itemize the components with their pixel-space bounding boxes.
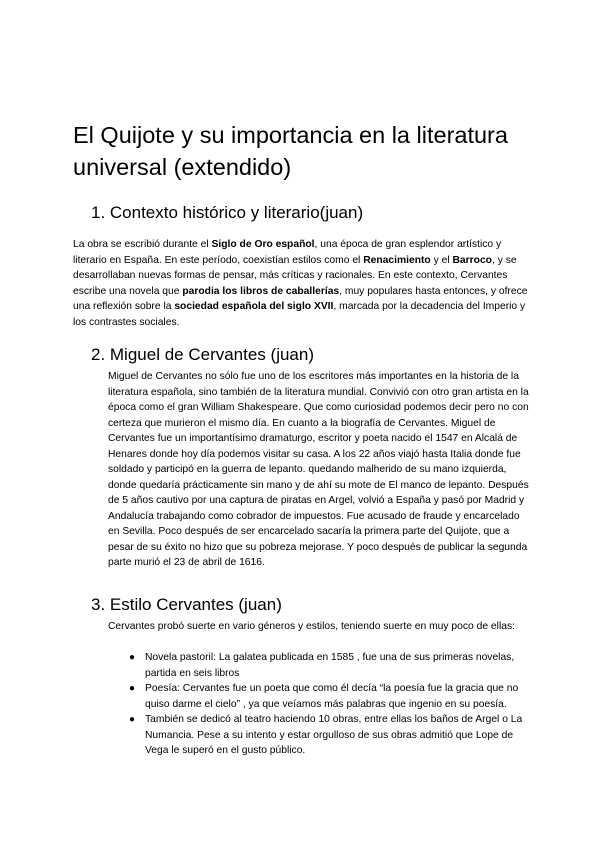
text-run: y el	[430, 254, 453, 266]
list-item	[108, 712, 533, 759]
list-item	[108, 650, 533, 681]
section-heading-context: 1. Contexto histórico y literario(juan)	[91, 203, 364, 222]
text-run: , marcada por la decadencia del Imperio y los contrastes sociales.	[73, 301, 526, 328]
bullet-icon: ●	[129, 652, 136, 663]
text-run: , y se desarrollaban nuevas formas de pensar, más críticas y racionales. En este contexto, Cervantes escribe una novela que	[73, 254, 517, 297]
list-item-text: Poesía: Cervantes fue un poeta que como él decía “la poesía fue la gracia que no quiso darme el cielo” , ya que veíamos más palabras que ingenio en su poesía.	[145, 683, 519, 710]
bold-phrase: sociedad española del siglo XVII	[174, 301, 334, 312]
bullet-icon: ●	[129, 683, 136, 694]
section-heading-style: 3. Estilo Cervantes (juan)	[91, 595, 282, 614]
list-item-text: También se dedicó al teatro haciendo 10 obras, entre ellas los baños de Argel o La Numancia. Pese a su intento y estar orgulloso de sus obras admitió que Lope de Vega le superó en el gusto público.	[145, 714, 523, 756]
document-title: El Quijote y su importancia en la literatura universal (extendido)	[73, 122, 508, 180]
list-item-text: Novela pastoril: La galatea publicada en 1585 , fue una de sus primeras novelas, partida en seis libros	[145, 652, 515, 679]
bold-phrase: parodia los libros de caballerías	[182, 285, 340, 297]
section-paragraph-context	[73, 237, 533, 330]
section-paragraph-cervantes: Miguel de Cervantes no sólo fue uno de los escritores más importantes en la historia de la literatura española, sino también de la literatura mundial. Convivió con otro gran artista en la época como el gran William Shakespeare. Que como curiosidad podemos decir pero no con certeza que murieron el mismo día. En cuanto a la biografía de Cervantes. Miguel de Cervantes fue un importantísimo dramaturgo, escritor y poeta nacido el 1547 en Alcalá de Henares donde hoy día podemos visitar su casa. A los 22 años viajó hasta Italia donde fue soldado y participó en la guerra de lepanto. quedando malherido de su mano izquierda, donde quedaría prácticamente sin mano y de ahí su mote de El manco de lepanto. Después de 5 años cautivo por una captura de piratas en Argel, volvió a España y pasó por Madrid y Andalucía trabajando como cobrador de impuestos. Fue acusado de fraude y encarcelado en Sevilla. Poco después de ser encarcelado sacaría la primera parte del Quijote, que a pesar de su éxito no hizo que su pobreza mejorase. Y poco después de publicar la segunda parte murió el 23 de abril de 1616.	[108, 371, 529, 568]
text-run: La obra se escribió durante el	[73, 239, 212, 250]
text-run: , muy populares hasta entonces, y ofrece una reflexión sobre la	[73, 285, 528, 312]
text-run: , una época de gran esplendor artístico y literario en España. En este período, coexistían estilos como el	[73, 239, 502, 266]
bold-phrase: Renacimiento	[363, 254, 431, 266]
bold-phrase: Siglo de Oro español	[211, 239, 315, 250]
section-paragraph-style-intro: Cervantes probó suerte en vario géneros y estilos, teniendo suerte en muy poco de ellas:	[108, 621, 515, 632]
style-bullet-list	[108, 650, 533, 759]
bold-phrase: Barroco	[452, 254, 492, 266]
section-heading-cervantes: 2. Miguel de Cervantes (juan)	[91, 345, 315, 364]
list-item	[108, 681, 533, 712]
bullet-icon: ●	[129, 714, 136, 725]
